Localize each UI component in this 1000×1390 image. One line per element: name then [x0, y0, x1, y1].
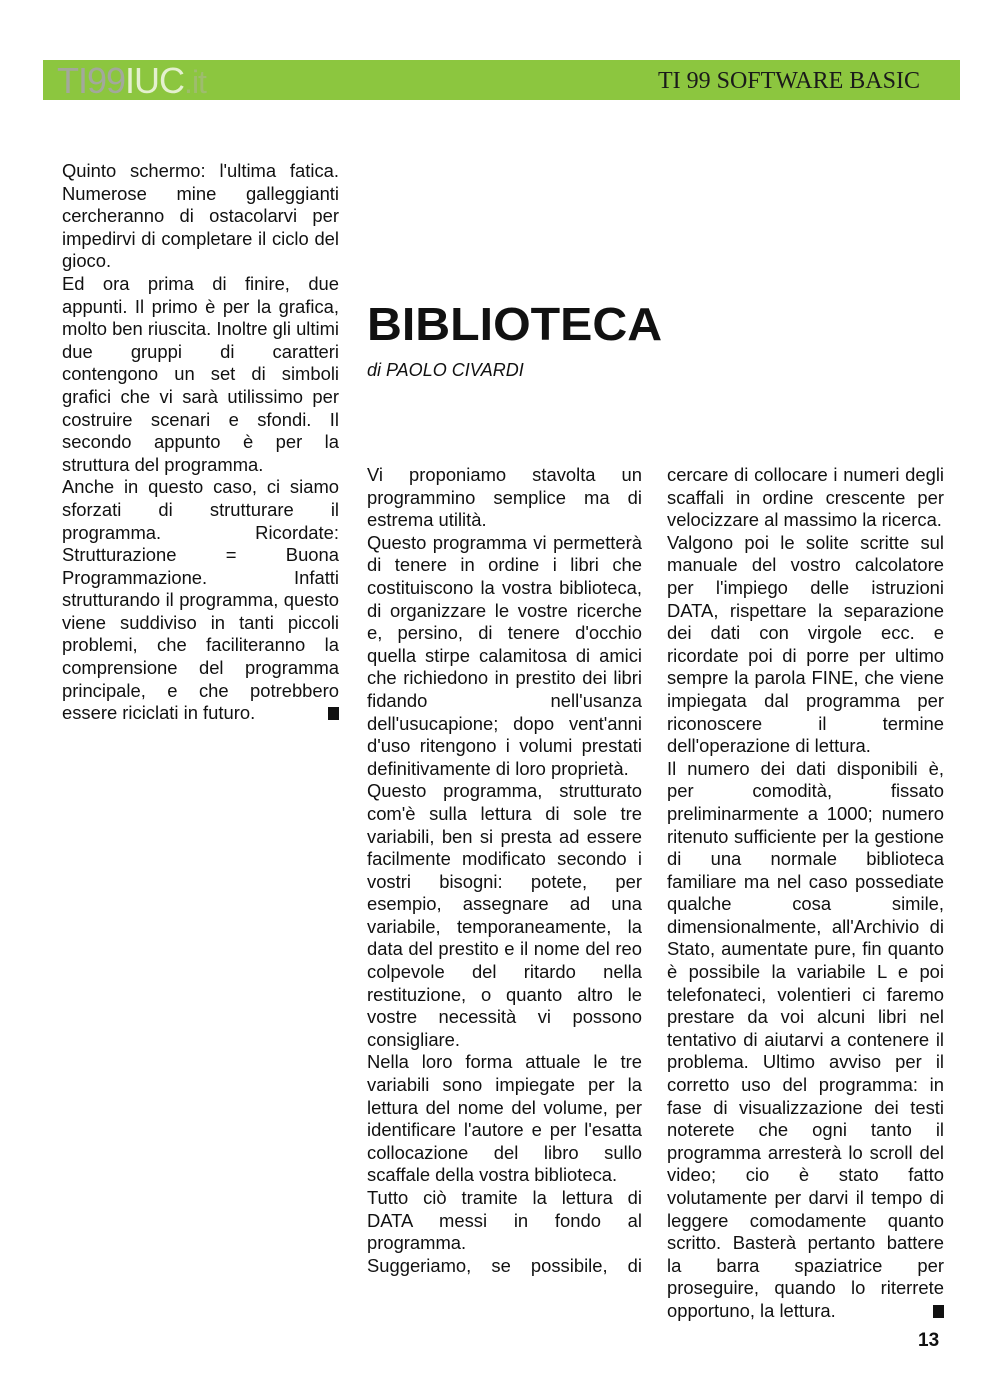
- paragraph: Tutto ciò tramite la lettura di DATA messi in fondo al programma.: [367, 1187, 642, 1254]
- paragraph: Vi proponiamo stavolta un programmino semplice ma di estrema utilità.: [367, 464, 642, 531]
- paragraph: [62, 476, 339, 725]
- middle-column: [367, 464, 642, 1277]
- paragraph: Nella loro forma attuale le tre variabili sono impiegate per la lettura del nome del volume, per identificare l'autore e per l'esatta collocazione del libro sullo scaffale della vostra biblioteca.: [367, 1051, 642, 1186]
- paragraph: Questo programma vi permetterà di tenere in ordine i libri che costituiscono la vostra biblioteca, di organizzare le vostre ricerche e, persino, di tenere d'occhio quella stirpe calamitosa di amici che richiedono in prestito dei libri fidando nell'usanza dell'usucapione; dopo vent'anni d'uso ritengono i volumi prestati definitivamente di loro proprietà.: [367, 531, 642, 779]
- paragraph: cercare di collocare i numeri degli scaffali in ordine crescente per velocizzare al massimo la ricerca.: [667, 464, 944, 531]
- logo-iuc: IUC: [125, 60, 185, 101]
- paragraph-text: Anche in questo caso, ci siamo sforzati di strutturare il programma. Ricordate: Strutturazione = Buona Programmazione. Infatti strutturando il programma, questo viene suddiviso in tanti piccoli problemi, che faciliteranno la comprensione del programma principale, e che potrebbero essere riciclati in futuro.: [62, 476, 339, 724]
- paragraph: Quinto schermo: l'ultima fatica. Numerose mine galleggianti cercheranno di ostacolarvi per impedirvi di completare il ciclo del gioco.: [62, 160, 339, 272]
- left-column: [62, 160, 339, 725]
- paragraph: Questo programma, strutturato com'è sulla lettura di sole tre variabili, ben si presta ad essere facilmente modificato secondo i vostri bisogni: potete, per esempio, assegnare ad una variabile, temporaneamente, la data del prestito e il nome del reo colpevole del ritardo nella restituzione, o quanto altro le vostre necessità vi possono consigliare.: [367, 780, 642, 1050]
- logo-it: .it: [184, 64, 206, 100]
- end-of-article-square-icon: [933, 1305, 944, 1318]
- site-logo: [57, 60, 206, 100]
- header-band: [43, 60, 960, 100]
- paragraph: Ed ora prima di finire, due appunti. Il primo è per la grafica, molto ben riuscita. Inoltre gli ultimi due gruppi di caratteri contengono un set di simboli grafici che vi sarà utilissimo per costruire scenari e sfondi. Il secondo appunto è per la struttura del programma.: [62, 272, 339, 475]
- article-title: BIBLIOTECA: [367, 298, 663, 350]
- paragraph: [667, 758, 944, 1323]
- section-label: TI 99 SOFTWARE BASIC: [657, 68, 920, 94]
- article-byline: di PAOLO CIVARDI: [367, 360, 524, 380]
- paragraph: Suggeriamo, se possibile, di: [367, 1254, 642, 1276]
- end-of-article-square-icon: [328, 707, 339, 720]
- logo-ti99: TI99: [57, 60, 126, 101]
- paragraph: Valgono poi le solite scritte sul manuale del vostro calcolatore per l'impiego delle istruzioni DATA, rispettare la separazione dei dati con virgole ecc. e ricordate poi di porre per ultimo sempre la parola FINE, che viene impiegata dal programma per riconoscere il termine dell'operazione di lettura.: [667, 531, 944, 757]
- paragraph-text: Il numero dei dati disponibili è, per comodità, fissato preliminarmente a 1000; numero ritenuto sufficiente per la gestione di una normale biblioteca familiare ma nel caso possediate qualche cosa simile, dimensionalmente, all'Archivio di Stato, aumentate pure, fin quanto è possibile la variabile L e poi telefonateci, volentieri ci faremo prestare da voi alcuni libri nel tentativo di aiutarvi a contenere il problema. Ultimo avviso per il corretto uso del programma: in fase di visualizzazione dei testi noterete che ogni tanto il programma arresterà lo scroll del video; cio è stato fatto volutamente per darvi il tempo di leggere comodamente quanto scritto. Basterà pertanto battere la barra spaziatrice per proseguire, quando lo riterrete opportuno, la lettura.: [667, 757, 944, 1321]
- page-number: 13: [918, 1330, 940, 1351]
- right-column: [667, 464, 944, 1323]
